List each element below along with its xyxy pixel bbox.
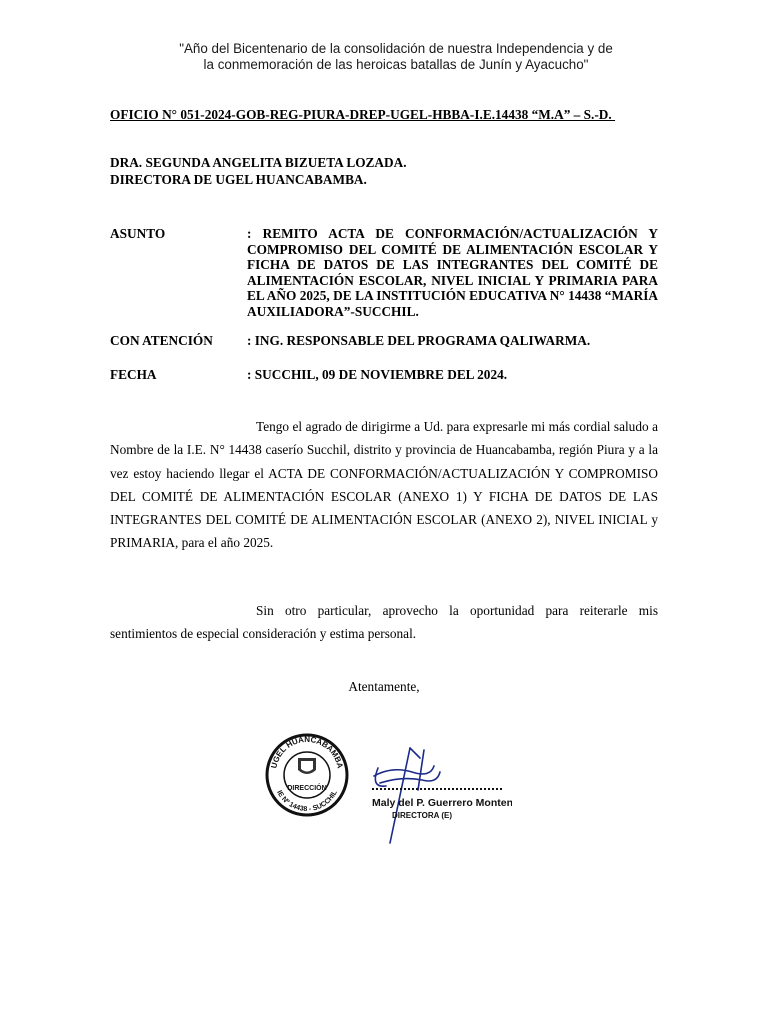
asunto-label: ASUNTO: [110, 226, 166, 241]
seal-center-text: DIRECCIÓN: [287, 785, 327, 792]
addressee-position: DIRECTORA DE UGEL HUANCABAMBA.: [110, 172, 367, 187]
asunto-value: : REMITO ACTA DE CONFORMACIÓN/ACTUALIZACIÓN Y COMPROMISO DEL COMITÉ DE ALIMENTACIÓN ESCOLAR Y FICHA DE DATOS DE LAS INTEGRANTES DEL COMITÉ DE ALIMENTACIÓN ESCOLAR, NIVEL INICIAL Y PRIMARIA PARA EL AÑO 2025, DE LA INSTITUCIÓN EDUCATIVA N° 14438 “MARÍA AUXILIADORA”-SUCCHIL.: [247, 226, 658, 319]
fecha-value: : SUCCHIL, 09 DE NOVIEMBRE DEL 2024.: [247, 367, 508, 382]
signer-name: Maly del P. Guerrero Monten: [372, 797, 512, 809]
motto-line-2: la conmemoración de las heroicas batallas de Junín y Ayacucho": [203, 57, 589, 72]
atencion-value: : ING. RESPONSABLE DEL PROGRAMA QALIWARMA.: [247, 333, 591, 348]
motto-line-1: "Año del Bicentenario de la consolidación de nuestra Independencia y de: [179, 41, 613, 56]
seal-bottom-text: IE Nº 14438 - SUCCHIL: [275, 789, 339, 814]
signature-graphic: [262, 728, 512, 853]
shield-emblem-icon: [298, 758, 316, 774]
official-seal: [267, 735, 347, 815]
fecha-label: FECHA: [110, 367, 157, 382]
atencion-label: CON ATENCIÓN: [110, 333, 213, 348]
signature-block: [262, 728, 512, 853]
seal-top-text: UGEL HUANCABAMBA: [269, 734, 345, 770]
document-reference: OFICIO N° 051-2024-GOB-REG-PIURA-DREP-UGEL-HBBA-I.E.14438 “M.A” – S.-D.: [110, 107, 616, 122]
handwritten-signature-icon: [374, 748, 440, 843]
closing-salutation: Atentamente,: [348, 679, 420, 694]
body-paragraph-2: Sin otro particular, aprovecho la oportunidad para reiterarle mis sentimientos de especial consideración y estima personal.: [110, 603, 658, 642]
body-paragraph-1: Tengo el agrado de dirigirme a Ud. para expresarle mi más cordial saludo a Nombre de la I.E. N° 14438 caserío Succhil, distrito y provincia de Huancabamba, región Piura y a la vez estoy haciendo llegar el ACTA DE CONFORMACIÓN/ACTUALIZACIÓN Y COMPROMISO DEL COMITÉ DE ALIMENTACIÓN ESCOLAR (ANEXO 1) Y FICHA DE DATOS DE LAS INTEGRANTES DEL COMITÉ DE ALIMENTACIÓN ESCOLAR (ANEXO 2), NIVEL INICIAL y PRIMARIA, para el año 2025.: [110, 419, 658, 551]
header-motto: [0, 41, 768, 73]
signer-role: DIRECTORA (E): [392, 811, 452, 820]
addressee-name: DRA. SEGUNDA ANGELITA BIZUETA LOZADA.: [110, 155, 407, 170]
